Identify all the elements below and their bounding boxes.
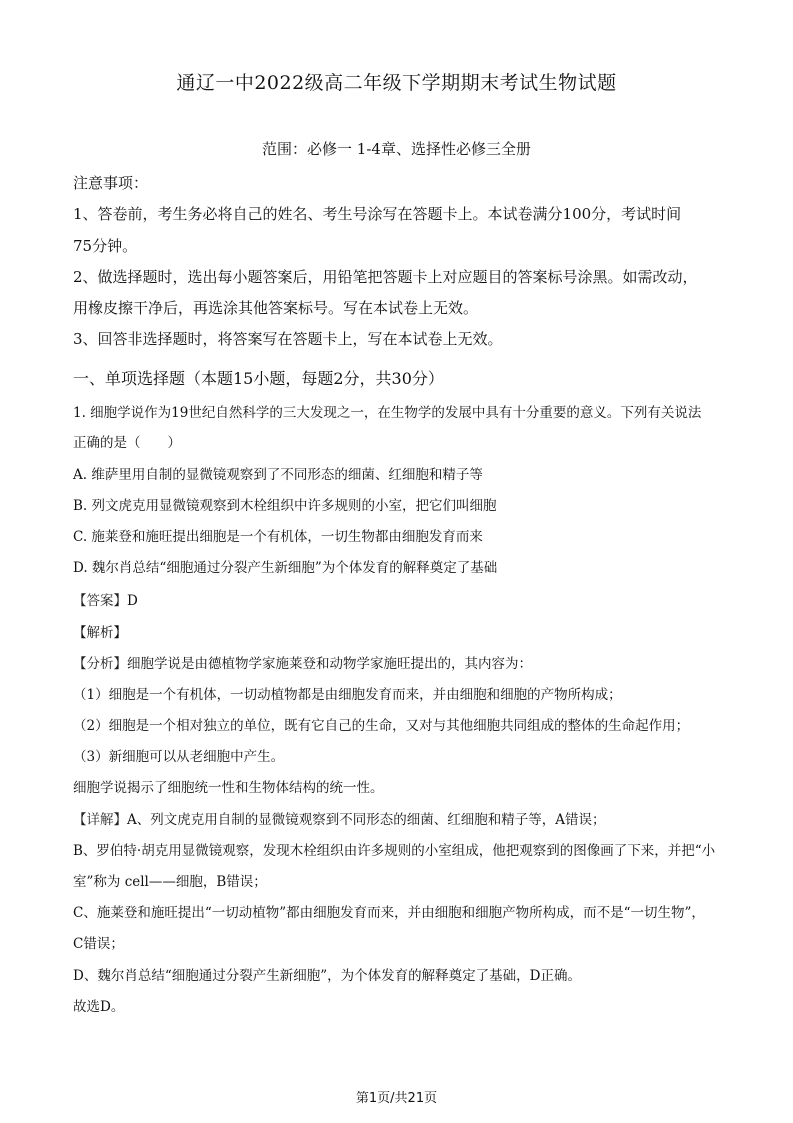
analysis-point-3: （3）新细胞可以从老细胞中产生。 — [73, 749, 285, 765]
analysis-label: 【解析】 — [73, 625, 127, 641]
xiangjie-label: 【详解】 — [73, 812, 127, 828]
question-stem-line-1: 1. 细胞学说作为19世纪自然科学的三大发现之一，在生物学的发展中具有十分重要的意义。下列有关说法 — [73, 405, 702, 421]
option-d: D. 魏尔肖总结“细胞通过分裂产生新细胞”为个体发育的解释奠定了基础 — [73, 560, 498, 576]
fenxi-line — [73, 652, 733, 672]
note-line-2: 75分钟。 — [73, 237, 138, 255]
fenxi-label: 【分析】 — [73, 656, 127, 672]
detail-line-5: C错误； — [73, 936, 124, 952]
answer-label: 【答案】 — [73, 593, 127, 609]
detail-line-6: D、魏尔肖总结“细胞通过分裂产生新细胞”，为个体发育的解释奠定了基础，D正确。 — [73, 968, 581, 984]
option-c: C. 施莱登和施旺提出细胞是一个有机体，一切生物都由细胞发育而来 — [73, 529, 483, 545]
exam-scope: 范围：必修一 1-4章、选择性必修三全册 — [262, 140, 531, 158]
question-stem-line-2: 正确的是（ ） — [73, 435, 181, 451]
answer-value: D — [127, 593, 138, 609]
detail-line-3: 室”称为 cell——细胞，B错误； — [73, 874, 267, 890]
page-footer: 第1页/共21页 — [355, 1091, 438, 1106]
note-line-4: 用橡皮擦干净后，再选涂其他答案标号。写在本试卷上无效。 — [73, 299, 479, 317]
note-line-3: 2、做选择题时，选出每小题答案后，用铅笔把答题卡上对应题目的答案标号涂黑。如需改动， — [73, 268, 698, 286]
analysis-summary: 细胞学说揭示了细胞统一性和生物体结构的统一性。 — [73, 780, 384, 796]
detail-line-4: C、施莱登和施旺提出“一切动植物”都由细胞发育而来，并由细胞和细胞产物所构成，而不是“一切生物”， — [73, 905, 705, 921]
analysis-point-1: （1）细胞是一个有机体，一切动植物都是由细胞发育而来，并由细胞和细胞的产物所构成； — [73, 687, 622, 703]
section-heading: 一、单项选择题（本题15小题，每题2分，共30分） — [73, 369, 444, 388]
notes-header: 注意事项： — [73, 174, 149, 192]
note-line-1: 1、答卷前，考生务必将自己的姓名、考生号涂写在答题卡上。本试卷满分100分，考试时间 — [73, 205, 682, 223]
detail-line-2: B、罗伯特·胡克用显微镜观察，发现木栓组织由许多规则的小室组成，他把观察到的图像画了下来，并把“小 — [73, 843, 716, 859]
note-line-5: 3、回答非选择题时，将答案写在答题卡上，写在本试卷上无效。 — [73, 330, 503, 348]
option-a: A. 维萨里用自制的显微镜观察到了不同形态的细菌、红细胞和精子等 — [73, 467, 483, 483]
analysis-point-2: （2）细胞是一个相对独立的单位，既有它自己的生命，又对与其他细胞共同组成的整体的生命起作用； — [73, 718, 690, 734]
xiangjie-line — [73, 808, 733, 828]
page-title: 通辽一中2022级高二年级下学期期末考试生物试题 — [176, 72, 617, 94]
detail-line-1: A、列文虎克用自制的显微镜观察到不同形态的细菌、红细胞和精子等，A错误； — [127, 812, 606, 828]
option-b: B. 列文虎克用显微镜观察到木栓组织中许多规则的小室，把它们叫细胞 — [73, 498, 497, 514]
detail-line-7: 故选D。 — [73, 999, 125, 1015]
fenxi-text: 细胞学说是由德植物学家施莱登和动物学家施旺提出的，其内容为： — [127, 656, 532, 672]
answer-line — [73, 589, 733, 609]
